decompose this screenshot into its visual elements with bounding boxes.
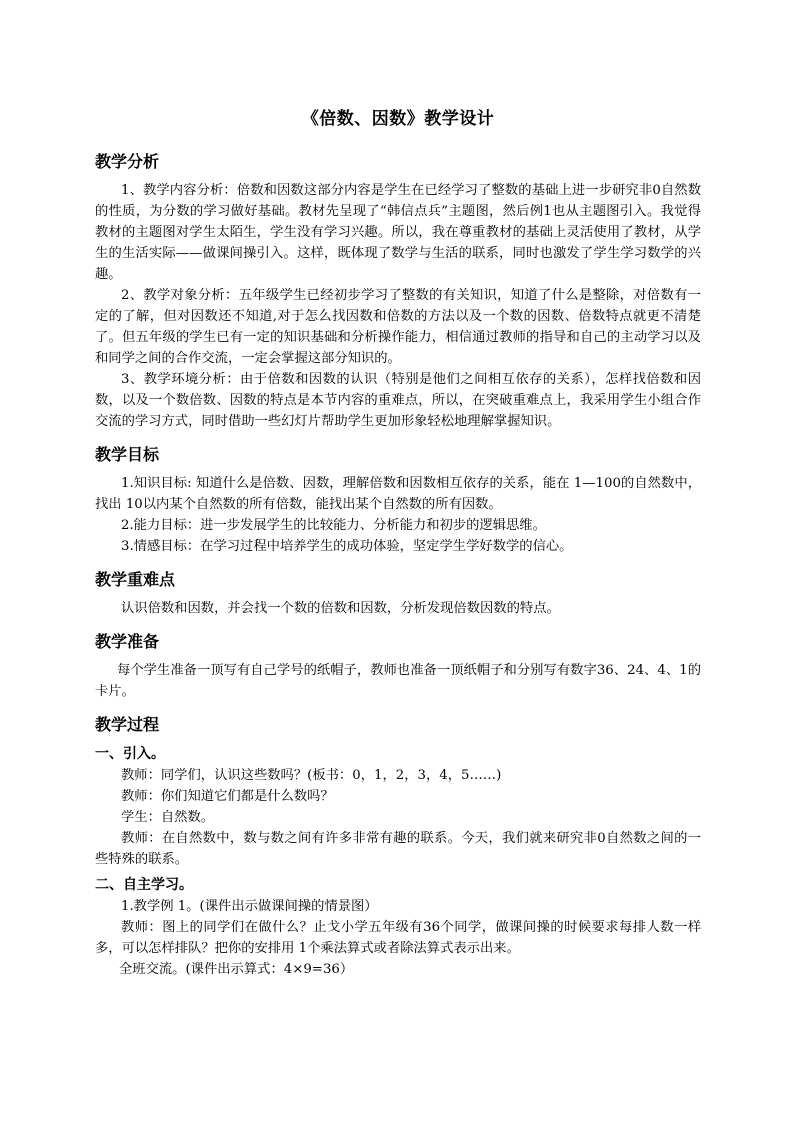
dialogue-line-4: 教师：在自然数中，数与数之间有许多非常有趣的联系。今天，我们就来研究非0自然数之间的一些特殊的联系。	[95, 831, 701, 867]
paragraph-emotion-goal: 3.情感目标：在学习过程中培养学生的成功体验，坚定学生学好数学的信心。	[121, 539, 573, 554]
example-1-line: 1.教学例 1。(课件出示做课间操的情景图）	[121, 899, 378, 914]
teacher-question-line: 教师：图上的同学们在做什么？止戈小学五年级有36个同学，做课间操的时候要求每排人数一样多，可以怎样排队？把你的安排用 1个乘法算式或者除法算式表示出来。	[95, 920, 701, 956]
section-heading-goals: 教学目标	[95, 445, 160, 464]
paragraph-content-analysis: 1、教学内容分析：倍数和因数这部分内容是学生在已经学习了整数的基础上进一步研究非0自然数的性质，为分数的学习做好基础。教材先呈现了“韩信点兵”主题图，然后例1也从主题图引入。我觉得教材的主题图对学生太陌生，学生没有学习兴趣。所以，我在尊重教材的基础上灵活使用了教材，从学生的生活实际——做课间操引入。这样，既体现了数学与生活的联系，同时也激发了学生学习数学的兴趣。	[95, 183, 701, 282]
paragraph-preparation: 每个学生准备一顶写有自己学号的纸帽子，教师也准备一顶纸帽子和分别写有数字36、24、4、1的卡片。	[95, 663, 701, 699]
document-page	[95, 100, 701, 980]
section-heading-key-points: 教学重难点	[95, 570, 176, 589]
dialogue-line-3: 学生：自然数。	[121, 810, 215, 825]
document-title: 《倍数、因数》教学设计	[301, 109, 495, 129]
paragraph-key-points: 认识倍数和因数，并会找一个数的倍数和因数，分析发现倍数因数的特点。	[121, 601, 560, 616]
dialogue-line-1: 教师：同学们，认识这些数吗？(板书：0，1，2，3，4，5……)	[121, 768, 502, 783]
paragraph-environment-analysis: 3、教学环境分析：由于倍数和因数的认识（特别是他们之间相互依存的关系），怎样找倍数和因数，以及一个数倍数、因数的特点是本节内容的重难点，所以，在突破重难点上，我采用学生小组合作交流的学习方式，同时借助一些幻灯片帮助学生更加形象轻松地理解掌握知识。	[95, 372, 701, 429]
class-exchange-line: 全班交流。(课件出示算式：4×9=36）	[119, 962, 354, 977]
section-heading-preparation: 教学准备	[95, 632, 160, 651]
paragraph-knowledge-goal: 1.知识目标: 知道什么是倍数、因数，理解倍数和因数相互依存的关系，能在 1—100的自然数中，找出 10以内某个自然数的所有倍数，能找出某个自然数的所有因数。	[95, 476, 701, 512]
paragraph-student-analysis: 2、教学对象分析：五年级学生已经初步学习了整数的有关知识，知道了什么是整除，对倍数有一定的了解，但对因数还不知道,对于怎么找因数和倍数的方法以及一个数的因数、倍数特点就更不清楚了。但五年级的学生已有一定的知识基础和分析操作能力，相信通过教师的指导和自己的主动学习以及和同学之间的合作交流，一定会掌握这部分知识的。	[95, 288, 701, 366]
paragraph-ability-goal: 2.能力目标：进一步发展学生的比较能力、分析能力和初步的逻辑思维。	[121, 518, 546, 533]
subheading-introduction: 一、引入。	[95, 746, 165, 762]
section-heading-analysis: 教学分析	[95, 152, 160, 171]
section-heading-process: 教学过程	[95, 715, 160, 734]
subheading-self-study: 二、自主学习。	[95, 877, 193, 893]
dialogue-line-2: 教师：你们知道它们都是什么数吗？	[121, 789, 334, 804]
